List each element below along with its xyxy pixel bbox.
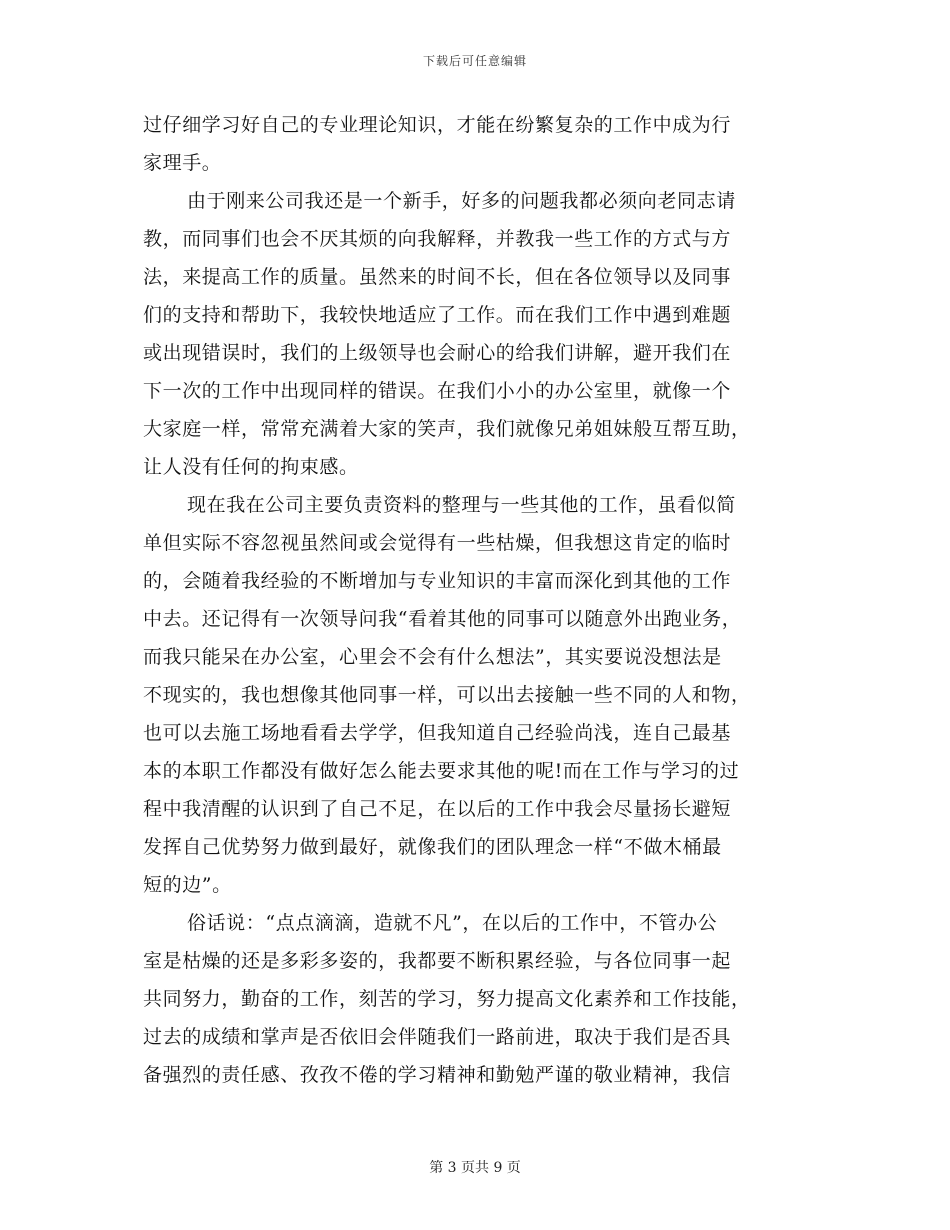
- text-line: 大家庭一样，常常充满着大家的笑声，我们就像兄弟姐妹般互帮互助，: [143, 418, 751, 440]
- text-line: 单但实际不容忽视虽然间或会觉得有一些枯燥，但我想这肯定的临时: [143, 532, 732, 554]
- text-line: 过仔细学习好自己的专业理论知识，才能在纷繁复杂的工作中成为行: [143, 114, 732, 136]
- text-line: 过去的成绩和掌声是否依旧会伴随我们一路前进，取决于我们是否具: [143, 1026, 732, 1048]
- text-line: 不现实的，我也想像其他同事一样，可以出去接触一些不同的人和物，: [143, 684, 751, 706]
- text-line: 中去。还记得有一次领导问我“看着其他的同事可以随意外出跑业务，: [143, 608, 742, 630]
- text-line: 而我只能呆在办公室，心里会不会有什么想法”，其实要说没想法是: [143, 646, 722, 668]
- text-line: 让人没有任何的拘束感。: [143, 456, 359, 478]
- text-line: 程中我清醒的认识到了自己不足，在以后的工作中我会尽量扬长避短: [143, 798, 732, 820]
- text-line: 本的本职工作都没有做好怎么能去要求其他的呢!而在工作与学习的过: [143, 760, 740, 782]
- paragraph-start-line: 俗话说：“点点滴滴，造就不凡”，在以后的工作中，不管办公: [187, 912, 718, 934]
- page-header: 下载后可任意编辑: [422, 54, 527, 68]
- text-line: 备强烈的责任感、孜孜不倦的学习精神和勤勉严谨的敬业精神，我信: [143, 1064, 732, 1086]
- text-line: 短的边”。: [143, 874, 232, 896]
- text-line: 的，会随着我经验的不断增加与专业知识的丰富而深化到其他的工作: [143, 570, 732, 592]
- text-line: 室是枯燥的还是多彩多姿的，我都要不断积累经验，与各位同事一起: [143, 950, 732, 972]
- text-line: 下一次的工作中出现同样的错误。在我们小小的办公室里，就像一个: [143, 380, 732, 402]
- text-line: 也可以去施工场地看看去学学，但我知道自己经验尚浅，连自己最基: [143, 722, 732, 744]
- text-line: 法，来提高工作的质量。虽然来的时间不长，但在各位领导以及同事: [143, 266, 732, 288]
- paragraph-start-line: 由于刚来公司我还是一个新手，好多的问题我都必须向老同志请: [187, 190, 736, 212]
- text-line: 教，而同事们也会不厌其烦的向我解释，并教我一些工作的方式与方: [143, 228, 732, 250]
- paragraph-start-line: 现在我在公司主要负责资料的整理与一些其他的工作，虽看似简: [187, 494, 736, 516]
- text-line: 共同努力，勤奋的工作，刻苦的学习，努力提高文化素养和工作技能，: [143, 988, 751, 1010]
- document-body: [143, 106, 813, 1094]
- text-line: 发挥自己优势努力做到最好，就像我们的团队理念一样“不做木桶最: [143, 836, 722, 858]
- page-number-footer: 第 3 页共 9 页: [429, 1160, 521, 1176]
- text-line: 或出现错误时，我们的上级领导也会耐心的给我们讲解，避开我们在: [143, 342, 732, 364]
- text-line: 们的支持和帮助下，我较快地适应了工作。而在我们工作中遇到难题: [143, 304, 732, 326]
- text-line: 家理手。: [143, 152, 222, 174]
